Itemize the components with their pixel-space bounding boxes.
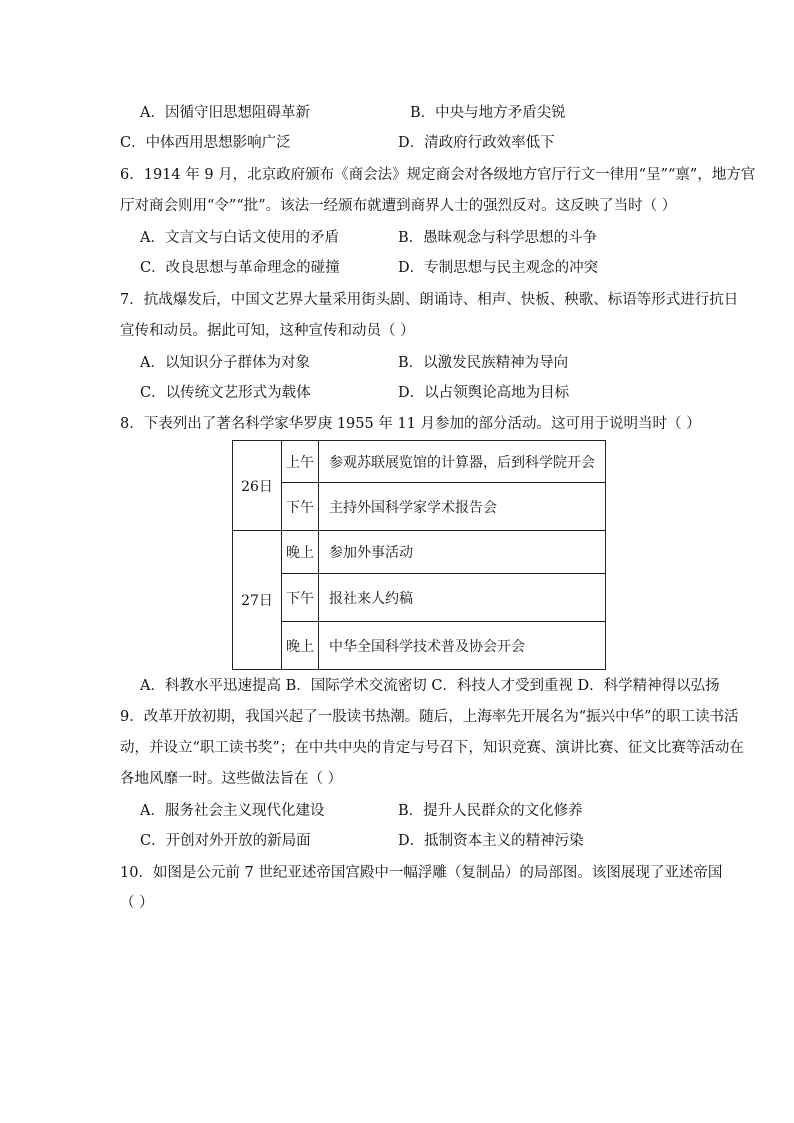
table-row bbox=[233, 441, 606, 483]
table-cell-time: 下午 bbox=[282, 574, 319, 622]
q9-stem-line1: 9．改革开放初期，我国兴起了一股读书热潮。随后，上海率先开展名为“振兴中华”的职工读书活 bbox=[120, 709, 739, 725]
table-cell-activity: 主持外国科学家学术报告会 bbox=[319, 483, 606, 531]
table-cell-time: 下午 bbox=[282, 483, 319, 531]
q9-option-c: C．开创对外开放的新局面 bbox=[140, 833, 311, 849]
q10-stem-line1: 10．如图是公元前 7 世纪亚述帝国宫殿中一幅浮雕（复制品）的局部图。该图展现了亚述帝国 bbox=[120, 865, 723, 881]
q5-option-c: C．中体西用思想影响广泛 bbox=[120, 135, 291, 151]
table-cell-time: 晚上 bbox=[282, 531, 319, 574]
q6-stem-line1: 6．1914 年 9 月，北京政府颁布《商会法》规定商会对各级地方官厅行文一律用“呈”“禀”，地方官 bbox=[120, 167, 756, 183]
table-cell-activity: 中华全国科学技术普及协会开会 bbox=[319, 622, 606, 670]
q5-option-b: B．中央与地方矛盾尖锐 bbox=[410, 105, 566, 121]
table-cell-time: 晚上 bbox=[282, 622, 319, 670]
table-cell-time: 上午 bbox=[282, 441, 319, 483]
table-row bbox=[233, 483, 606, 531]
q9-option-a: A．服务社会主义现代化建设 bbox=[140, 803, 325, 819]
table-cell-day-27: 27日 bbox=[233, 531, 282, 670]
q7-stem-line2: 宣传和动员。据此可知，这种宣传和动员（ ） bbox=[120, 323, 415, 339]
q8-stem-line1: 8．下表列出了著名科学家华罗庚 1955 年 11 月参加的部分活动。这可用于说明当时（ ） bbox=[120, 416, 701, 432]
q6-option-c: C．改良思想与革命理念的碰撞 bbox=[140, 260, 340, 276]
table-row bbox=[233, 531, 606, 574]
q9-stem-line2: 动，并设立“职工读书奖”；在中共中央的肯定与号召下，知识竞赛、演讲比赛、征文比赛等活动在 bbox=[120, 740, 744, 756]
table-row bbox=[233, 574, 606, 622]
q9-stem-line3: 各地风靡一时。这些做法旨在（ ） bbox=[120, 771, 343, 787]
table-cell-activity: 参观苏联展览馆的计算器，后到科学院开会 bbox=[319, 441, 606, 483]
table-cell-activity: 报社来人约稿 bbox=[319, 574, 606, 622]
table-cell-activity: 参加外事活动 bbox=[319, 531, 606, 574]
q7-stem-line1: 7．抗战爆发后，中国文艺界大量采用街头剧、朗诵诗、相声、快板、秧歌、标语等形式进行抗日 bbox=[120, 292, 739, 308]
q7-option-b: B．以激发民族精神为导向 bbox=[398, 355, 569, 371]
q8-options: A．科教水平迅速提高 B．国际学术交流密切 C．科技人才受到重视 D．科学精神得以弘扬 bbox=[140, 678, 720, 694]
q5-option-a: A．因循守旧思想阻碍革新 bbox=[140, 105, 310, 121]
q7-option-d: D．以占领舆论高地为目标 bbox=[398, 385, 570, 401]
q9-option-b: B．提升人民群众的文化修养 bbox=[398, 803, 583, 819]
q5-option-d: D．清政府行政效率低下 bbox=[398, 135, 555, 151]
q6-option-a: A．文言文与白话文使用的矛盾 bbox=[140, 230, 339, 246]
table-row bbox=[233, 622, 606, 670]
q6-option-b: B．愚昧观念与科学思想的斗争 bbox=[398, 230, 598, 246]
q7-option-c: C．以传统文艺形式为载体 bbox=[140, 385, 311, 401]
q6-stem-line2: 厅对商会则用“令”“批”。该法一经颁布就遭到商界人士的强烈反对。这反映了当时（ ） bbox=[120, 198, 677, 214]
q10-stem-line2: （ ） bbox=[120, 895, 154, 911]
q9-option-d: D．抵制资本主义的精神污染 bbox=[398, 833, 584, 849]
q6-option-d: D．专制思想与民主观念的冲突 bbox=[398, 260, 599, 276]
q7-option-a: A．以知识分子群体为对象 bbox=[140, 355, 310, 371]
table-cell-day-26: 26日 bbox=[233, 441, 282, 531]
activity-table bbox=[232, 440, 606, 670]
